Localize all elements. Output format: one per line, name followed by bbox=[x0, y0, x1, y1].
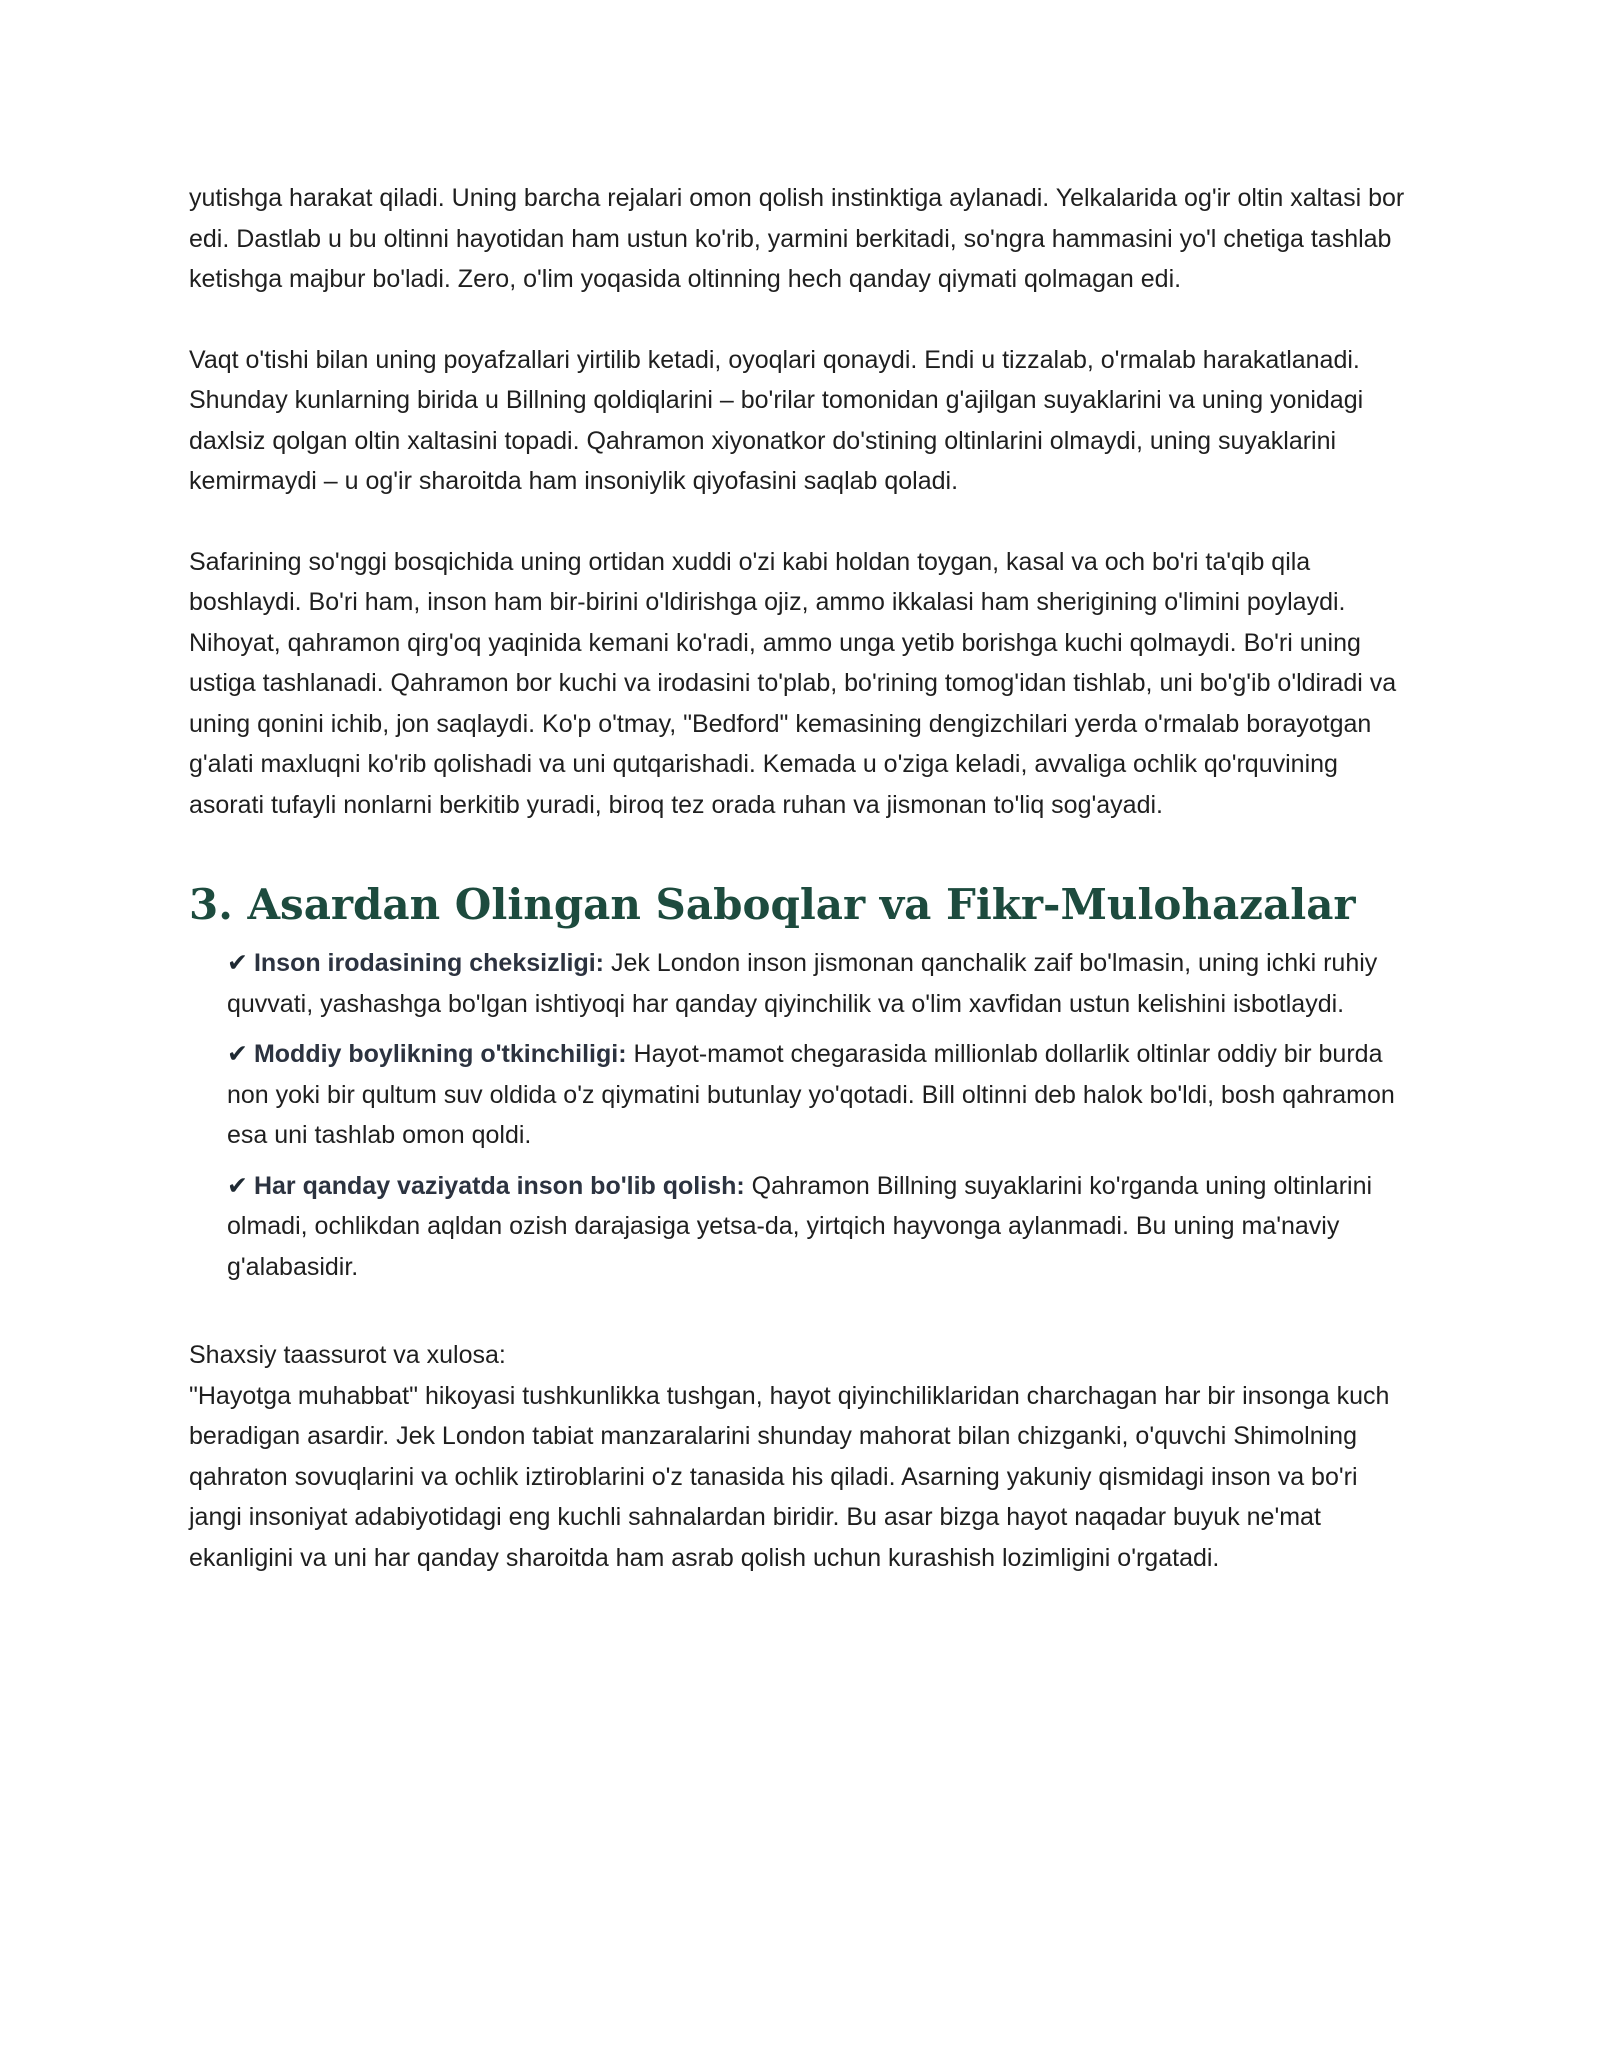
check-icon: ✔ bbox=[227, 949, 248, 977]
lesson-title: Inson irodasining cheksizligi: bbox=[253, 949, 605, 977]
document-page bbox=[189, 178, 1414, 1578]
check-icon: ✔ bbox=[227, 1040, 248, 1068]
body-paragraph: Vaqt o'tishi bilan uning poyafzallari yirtilib ketadi, oyoqlari qonaydi. Endi u tizzalab, o'rmalab harakatlanadi. Shunday kunlarning birida u Billning qoldiqlarini – bo'rilar tomonidan g'ajilgan suyaklarini va uning yonidagi daxlsiz qolgan oltin xaltasini topadi. Qahramon xiyonatkor do'stining oltinlarini olmaydi, uning suyaklarini kemirmaydi – u og'ir sharoitda ham insoniylik qiyofasini saqlab qoladi. bbox=[189, 345, 1364, 495]
lesson-item bbox=[227, 1034, 1414, 1156]
body-paragraph: Safarining so'nggi bosqichida uning ortidan xuddi o'zi kabi holdan toygan, kasal va och bo'ri ta'qib qila boshlaydi. Bo'ri ham, inson ham bir-birini o'ldirishga ojiz, ammo ikkalasi ham sherigining o'limini poylaydi. Nihoyat, qahramon qirg'oq yaqinida kemani ko'radi, ammo unga yetib borishga kuchi qolmaydi. Bo'ri uning ustiga tashlanadi. Qahramon bor kuchi va irodasini to'plab, bo'rining tomog'idan tishlab, uni bo'g'ib o'ldiradi va uning qonini ichib, jon saqlaydi. Ko'p o'tmay, "Bedford" kemasining dengizchilari yerda o'rmalab borayotgan g'alati maxluqni ko'rib qolishadi va uni qutqarishadi. Kemada u o'ziga keladi, avvaliga ochlik qo'rquvining asorati tufayli nonlarni berkitib yuradi, biroq tez orada ruhan va jismonan to'liq sog'ayadi. bbox=[189, 547, 1397, 819]
lesson-text: Jek London inson jismonan qanchalik zaif bo'lmasin, uning ichki ruhiy quvvati, yashashga bo'lgan ishtiyoqi har qanday qiyinchilik va o'lim xavfidan ustun kelishini isbotlaydi. bbox=[227, 949, 1378, 1018]
lesson-title: Moddiy boylikning o'tkinchiligi: bbox=[253, 1040, 627, 1068]
body-paragraph: yutishga harakat qiladi. Uning barcha rejalari omon qolish instinktiga aylanadi. Yelkalarida og'ir oltin xaltasi bor edi. Dastlab u bu oltinni hayotidan ham ustun ko'rib, yarmini berkitadi, so'ngra hammasini yo'l chetiga tashlab ketishga majbur bo'ladi. Zero, o'lim yoqasida oltinning hech qanday qiymati qolmagan edi. bbox=[189, 184, 1405, 293]
lesson-text: Hayot-mamot chegarasida millionlab dollarlik oltinlar oddiy bir burda non yoki bir qultum suv oldida o'z qiymatini butunlay yo'qotadi. Bill oltinni deb halok bo'ldi, bosh qahramon esa uni tashlab omon qoldi. bbox=[227, 1040, 1395, 1149]
conclusion-label: Shaxsiy taassurot va xulosa: bbox=[189, 1341, 506, 1369]
conclusion-text: "Hayotga muhabbat" hikoyasi tushkunlikka tushgan, hayot qiyinchiliklaridan charchagan har bir insonga kuch beradigan asardir. Jek London tabiat manzaralarini shunday mahorat bilan chizganki, o'quvchi Shimolning qahraton sovuqlarini va ochlik iztiroblarini o'z tanasida his qiladi. Asarning yakuniy qismidagi inson va bo'ri jangi insoniyat adabiyotidagi eng kuchli sahnalardan biridir. Bu asar bizga hayot naqadar buyuk ne'mat ekanligini va uni har qanday sharoitda ham asrab qolish uchun kurashish lozimligini o'rgatadi. bbox=[189, 1381, 1390, 1572]
lesson-text: Qahramon Billning suyaklarini ko'rganda uning oltinlarini olmadi, ochlikdan aqldan ozish darajasiga yetsa-da, yirtqich hayvonga aylanmadi. Bu uning ma'naviy g'alabasidir. bbox=[227, 1171, 1373, 1281]
lessons-list bbox=[189, 943, 1414, 1287]
lesson-item bbox=[227, 943, 1414, 1024]
conclusion-block bbox=[189, 1335, 1414, 1578]
lesson-title: Har qanday vaziyatda inson bo'lib qolish: bbox=[253, 1171, 745, 1200]
check-icon: ✔ bbox=[227, 1171, 248, 1200]
lesson-item bbox=[227, 1166, 1414, 1288]
section-heading: 3. Asardan Olingan Saboqlar va Fikr-Mulohazalar bbox=[189, 880, 1356, 929]
